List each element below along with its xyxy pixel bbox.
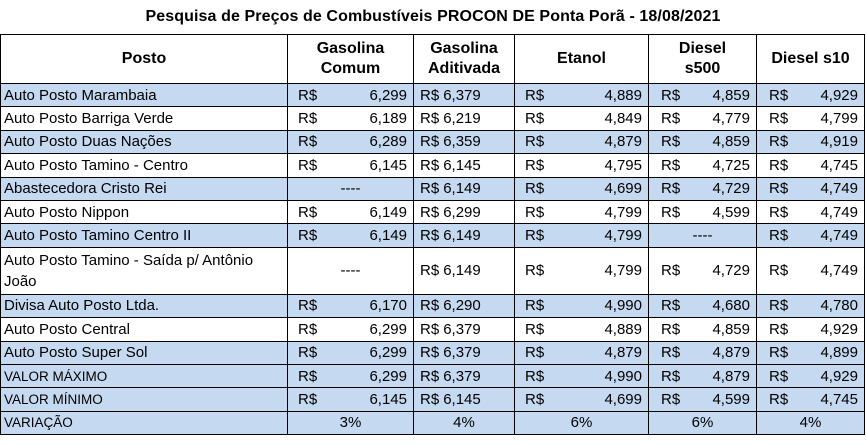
- currency-symbol: R$: [661, 367, 681, 385]
- price-value: 4,729: [712, 262, 750, 280]
- table-row: [1, 130, 865, 153]
- price-cell-etanol: [515, 294, 649, 317]
- currency-symbol: R$: [769, 110, 789, 128]
- price-cell-gasolina-comum: [288, 388, 414, 411]
- currency-symbol: R$: [420, 227, 440, 245]
- price-cell-etanol: [515, 364, 649, 387]
- table-row: [1, 177, 865, 200]
- price-cell-diesel-s500: [649, 364, 757, 387]
- price-value: 4,919: [820, 133, 858, 151]
- station-name: Auto Posto Super Sol: [1, 341, 288, 364]
- price-cell-gasolina-aditivada: [414, 107, 515, 130]
- price-value: 6,379: [443, 320, 481, 338]
- currency-symbol: R$: [525, 86, 545, 104]
- price-cell-diesel-s500: [649, 294, 757, 317]
- price-cell-etanol: [515, 318, 649, 341]
- summary-label: VARIAÇÃO: [1, 411, 288, 434]
- currency-symbol: R$: [661, 180, 681, 198]
- price-cell-gasolina-comum: [288, 84, 414, 107]
- price-value: 6,379: [443, 86, 481, 104]
- price-value: 6,289: [369, 133, 407, 151]
- station-name: Abastecedora Cristo Rei: [1, 177, 288, 200]
- price-cell-diesel-s500: [649, 84, 757, 107]
- currency-symbol: R$: [420, 320, 440, 338]
- price-cell-gasolina-aditivada: [414, 318, 515, 341]
- price-cell-gasolina-comum: ----: [288, 177, 414, 200]
- currency-symbol: R$: [525, 180, 545, 198]
- price-cell-diesel-s10: [757, 318, 865, 341]
- price-cell-gasolina-aditivada: [414, 388, 515, 411]
- price-value: 4,990: [604, 367, 642, 385]
- currency-symbol: R$: [661, 110, 681, 128]
- price-cell-gasolina-comum: [288, 341, 414, 364]
- page-title: Pesquisa de Preços de Combustíveis PROCON DE Ponta Porã - 18/08/2021: [145, 8, 721, 25]
- currency-symbol: R$: [420, 203, 440, 221]
- price-cell-diesel-s10: [757, 200, 865, 223]
- price-cell-gasolina-aditivada: [414, 341, 515, 364]
- currency-symbol: R$: [661, 297, 681, 315]
- price-value: 4,859: [712, 86, 750, 104]
- price-cell-gasolina-aditivada: [414, 200, 515, 223]
- currency-symbol: R$: [525, 390, 545, 408]
- price-value: 6,145: [443, 156, 481, 174]
- currency-symbol: R$: [525, 344, 545, 362]
- station-name: Auto Posto Tamino Centro II: [1, 224, 288, 247]
- currency-symbol: R$: [525, 227, 545, 245]
- price-cell-gasolina-aditivada: [414, 224, 515, 247]
- currency-symbol: R$: [525, 110, 545, 128]
- summary-row-max: [1, 364, 865, 387]
- price-value: 4,879: [604, 133, 642, 151]
- price-value: 6,145: [369, 390, 407, 408]
- currency-symbol: R$: [298, 156, 318, 174]
- price-cell-diesel-s500: [649, 200, 757, 223]
- price-value: 6,149: [369, 227, 407, 245]
- price-value: 4,889: [604, 86, 642, 104]
- currency-symbol: R$: [525, 133, 545, 151]
- summary-label: VALOR MÁXIMO: [1, 364, 288, 387]
- currency-symbol: R$: [420, 367, 440, 385]
- column-header-diesel-s500: Diesel s500: [649, 35, 757, 84]
- price-value: 4,699: [604, 180, 642, 198]
- price-value: 4,990: [604, 297, 642, 315]
- price-cell-diesel-s10: [757, 388, 865, 411]
- currency-symbol: R$: [769, 390, 789, 408]
- variation-etanol: 6%: [515, 411, 649, 434]
- currency-symbol: R$: [525, 156, 545, 174]
- currency-symbol: R$: [769, 297, 789, 315]
- currency-symbol: R$: [661, 320, 681, 338]
- summary-label: VALOR MÍNIMO: [1, 388, 288, 411]
- price-cell-etanol: [515, 154, 649, 177]
- table-row: [1, 107, 865, 130]
- price-value: 6,189: [369, 110, 407, 128]
- currency-symbol: R$: [525, 367, 545, 385]
- price-value: 4,780: [820, 297, 858, 315]
- price-value: 6,379: [443, 367, 481, 385]
- price-value: 6,219: [443, 110, 481, 128]
- table-body: [1, 84, 865, 435]
- currency-symbol: R$: [420, 344, 440, 362]
- station-name: Divisa Auto Posto Ltda.: [1, 294, 288, 317]
- price-cell-diesel-s500: [649, 388, 757, 411]
- price-cell-gasolina-aditivada: [414, 130, 515, 153]
- station-name: Auto Posto Barriga Verde: [1, 107, 288, 130]
- currency-symbol: R$: [298, 344, 318, 362]
- price-cell-diesel-s10: [757, 294, 865, 317]
- price-value: 4,749: [820, 203, 858, 221]
- variation-gasolina-aditivada: 4%: [414, 411, 515, 434]
- price-value: 4,889: [604, 320, 642, 338]
- currency-symbol: R$: [525, 320, 545, 338]
- currency-symbol: R$: [298, 133, 318, 151]
- price-cell-diesel-s10: [757, 364, 865, 387]
- price-cell-gasolina-comum: [288, 200, 414, 223]
- price-value: 6,145: [443, 390, 481, 408]
- price-value: 4,599: [712, 203, 750, 221]
- price-cell-gasolina-comum: [288, 130, 414, 153]
- price-cell-gasolina-comum: [288, 154, 414, 177]
- price-cell-etanol: [515, 107, 649, 130]
- price-value: 4,680: [712, 297, 750, 315]
- price-value: 4,879: [712, 367, 750, 385]
- price-cell-diesel-s500: [649, 130, 757, 153]
- price-cell-diesel-s500: [649, 341, 757, 364]
- price-cell-diesel-s10: [757, 154, 865, 177]
- table-row: [1, 84, 865, 107]
- currency-symbol: R$: [769, 156, 789, 174]
- price-cell-diesel-s10: [757, 224, 865, 247]
- station-name: Auto Posto Marambaia: [1, 84, 288, 107]
- price-value: 6,149: [369, 203, 407, 221]
- price-cell-diesel-s10: [757, 177, 865, 200]
- price-value: 4,779: [712, 110, 750, 128]
- price-cell-etanol: [515, 224, 649, 247]
- price-value: 4,799: [604, 227, 642, 245]
- price-cell-etanol: [515, 247, 649, 294]
- price-cell-diesel-s10: [757, 107, 865, 130]
- price-value: 6,145: [369, 156, 407, 174]
- price-value: 4,745: [820, 156, 858, 174]
- price-cell-diesel-s500: [649, 154, 757, 177]
- price-value: 6,149: [443, 262, 481, 280]
- currency-symbol: R$: [420, 180, 440, 198]
- station-name: Auto Posto Duas Nações: [1, 130, 288, 153]
- price-value: 4,859: [712, 133, 750, 151]
- price-value: 4,929: [820, 320, 858, 338]
- currency-symbol: R$: [769, 133, 789, 151]
- column-header-etanol: Etanol: [515, 35, 649, 84]
- currency-symbol: R$: [420, 133, 440, 151]
- station-name: Auto Posto Tamino - Saída p/ Antônio João: [1, 247, 288, 294]
- price-value: 4,929: [820, 86, 858, 104]
- price-value: 6,379: [443, 344, 481, 362]
- currency-symbol: R$: [661, 86, 681, 104]
- column-header-posto: Posto: [1, 35, 288, 84]
- price-value: 4,849: [604, 110, 642, 128]
- price-cell-etanol: [515, 388, 649, 411]
- price-value: 4,859: [712, 320, 750, 338]
- currency-symbol: R$: [525, 297, 545, 315]
- column-header-gasolina-aditivada: Gasolina Aditivada: [414, 35, 515, 84]
- currency-symbol: R$: [769, 86, 789, 104]
- currency-symbol: R$: [661, 262, 681, 280]
- currency-symbol: R$: [420, 156, 440, 174]
- currency-symbol: R$: [661, 344, 681, 362]
- currency-symbol: R$: [769, 344, 789, 362]
- currency-symbol: R$: [420, 297, 440, 315]
- price-value: 4,799: [604, 203, 642, 221]
- price-cell-gasolina-comum: [288, 224, 414, 247]
- price-cell-gasolina-comum: [288, 107, 414, 130]
- price-value: 4,699: [604, 390, 642, 408]
- price-cell-gasolina-comum: [288, 364, 414, 387]
- currency-symbol: R$: [420, 86, 440, 104]
- price-value: 6,290: [443, 297, 481, 315]
- fuel-price-table: [0, 34, 865, 435]
- price-cell-etanol: [515, 130, 649, 153]
- currency-symbol: R$: [769, 367, 789, 385]
- station-name: Auto Posto Nippon: [1, 200, 288, 223]
- currency-symbol: R$: [298, 367, 318, 385]
- currency-symbol: R$: [298, 297, 318, 315]
- currency-symbol: R$: [298, 320, 318, 338]
- currency-symbol: R$: [769, 262, 789, 280]
- price-value: 4,879: [604, 344, 642, 362]
- table-row: [1, 294, 865, 317]
- price-cell-gasolina-aditivada: [414, 177, 515, 200]
- price-cell-etanol: [515, 177, 649, 200]
- price-cell-etanol: [515, 84, 649, 107]
- variation-gasolina-comum: 3%: [288, 411, 414, 434]
- currency-symbol: R$: [661, 156, 681, 174]
- price-value: 4,795: [604, 156, 642, 174]
- currency-symbol: R$: [661, 203, 681, 221]
- price-value: 6,299: [369, 320, 407, 338]
- station-name: Auto Posto Central: [1, 318, 288, 341]
- price-value: 4,725: [712, 156, 750, 174]
- price-value: 6,299: [369, 367, 407, 385]
- summary-row-min: [1, 388, 865, 411]
- price-cell-gasolina-aditivada: [414, 154, 515, 177]
- price-value: 6,149: [443, 227, 481, 245]
- currency-symbol: R$: [298, 227, 318, 245]
- currency-symbol: R$: [298, 86, 318, 104]
- table-row: [1, 318, 865, 341]
- price-value: 4,749: [820, 227, 858, 245]
- price-value: 6,299: [369, 86, 407, 104]
- price-cell-etanol: [515, 200, 649, 223]
- currency-symbol: R$: [298, 203, 318, 221]
- price-cell-diesel-s500: [649, 318, 757, 341]
- price-cell-etanol: [515, 341, 649, 364]
- column-header-diesel-s10: Diesel s10: [757, 35, 865, 84]
- table-row: [1, 341, 865, 364]
- currency-symbol: R$: [525, 203, 545, 221]
- price-cell-diesel-s500: [649, 177, 757, 200]
- price-value: 6,299: [443, 203, 481, 221]
- price-cell-diesel-s500: [649, 107, 757, 130]
- price-value: 6,149: [443, 180, 481, 198]
- price-value: 4,799: [820, 110, 858, 128]
- table-row: [1, 200, 865, 223]
- price-value: 4,599: [712, 390, 750, 408]
- price-cell-diesel-s10: [757, 247, 865, 294]
- station-name: Auto Posto Tamino - Centro: [1, 154, 288, 177]
- price-cell-diesel-s10: [757, 341, 865, 364]
- currency-symbol: R$: [769, 180, 789, 198]
- table-row: [1, 154, 865, 177]
- currency-symbol: R$: [769, 320, 789, 338]
- price-value: 4,729: [712, 180, 750, 198]
- table-row: [1, 224, 865, 247]
- variation-diesel-s10: 4%: [757, 411, 865, 434]
- price-value: 4,929: [820, 367, 858, 385]
- currency-symbol: R$: [298, 390, 318, 408]
- currency-symbol: R$: [661, 133, 681, 151]
- price-cell-gasolina-aditivada: [414, 364, 515, 387]
- price-cell-diesel-s10: [757, 130, 865, 153]
- summary-row-variation: [1, 411, 865, 434]
- currency-symbol: R$: [769, 227, 789, 245]
- price-cell-diesel-s500: [649, 247, 757, 294]
- price-value: 4,745: [820, 390, 858, 408]
- price-value: 4,749: [820, 180, 858, 198]
- price-cell-diesel-s10: [757, 84, 865, 107]
- price-value: 4,899: [820, 344, 858, 362]
- currency-symbol: R$: [420, 390, 440, 408]
- table-row: [1, 247, 865, 294]
- currency-symbol: R$: [661, 390, 681, 408]
- price-value: 4,749: [820, 262, 858, 280]
- currency-symbol: R$: [525, 262, 545, 280]
- currency-symbol: R$: [420, 262, 440, 280]
- price-value: 4,879: [712, 344, 750, 362]
- variation-diesel-s500: 6%: [649, 411, 757, 434]
- currency-symbol: R$: [298, 110, 318, 128]
- currency-symbol: R$: [420, 110, 440, 128]
- column-header-gasolina-comum: Gasolina Comum: [288, 35, 414, 84]
- header-row: [1, 35, 865, 84]
- price-cell-gasolina-aditivada: [414, 84, 515, 107]
- price-value: 4,799: [604, 262, 642, 280]
- price-cell-diesel-s500: ----: [649, 224, 757, 247]
- price-value: 6,359: [443, 133, 481, 151]
- price-cell-gasolina-aditivada: [414, 247, 515, 294]
- price-value: 6,170: [369, 297, 407, 315]
- price-value: 6,299: [369, 344, 407, 362]
- price-cell-gasolina-comum: [288, 294, 414, 317]
- price-cell-gasolina-comum: ----: [288, 247, 414, 294]
- currency-symbol: R$: [769, 203, 789, 221]
- price-cell-gasolina-comum: [288, 318, 414, 341]
- price-cell-gasolina-aditivada: [414, 294, 515, 317]
